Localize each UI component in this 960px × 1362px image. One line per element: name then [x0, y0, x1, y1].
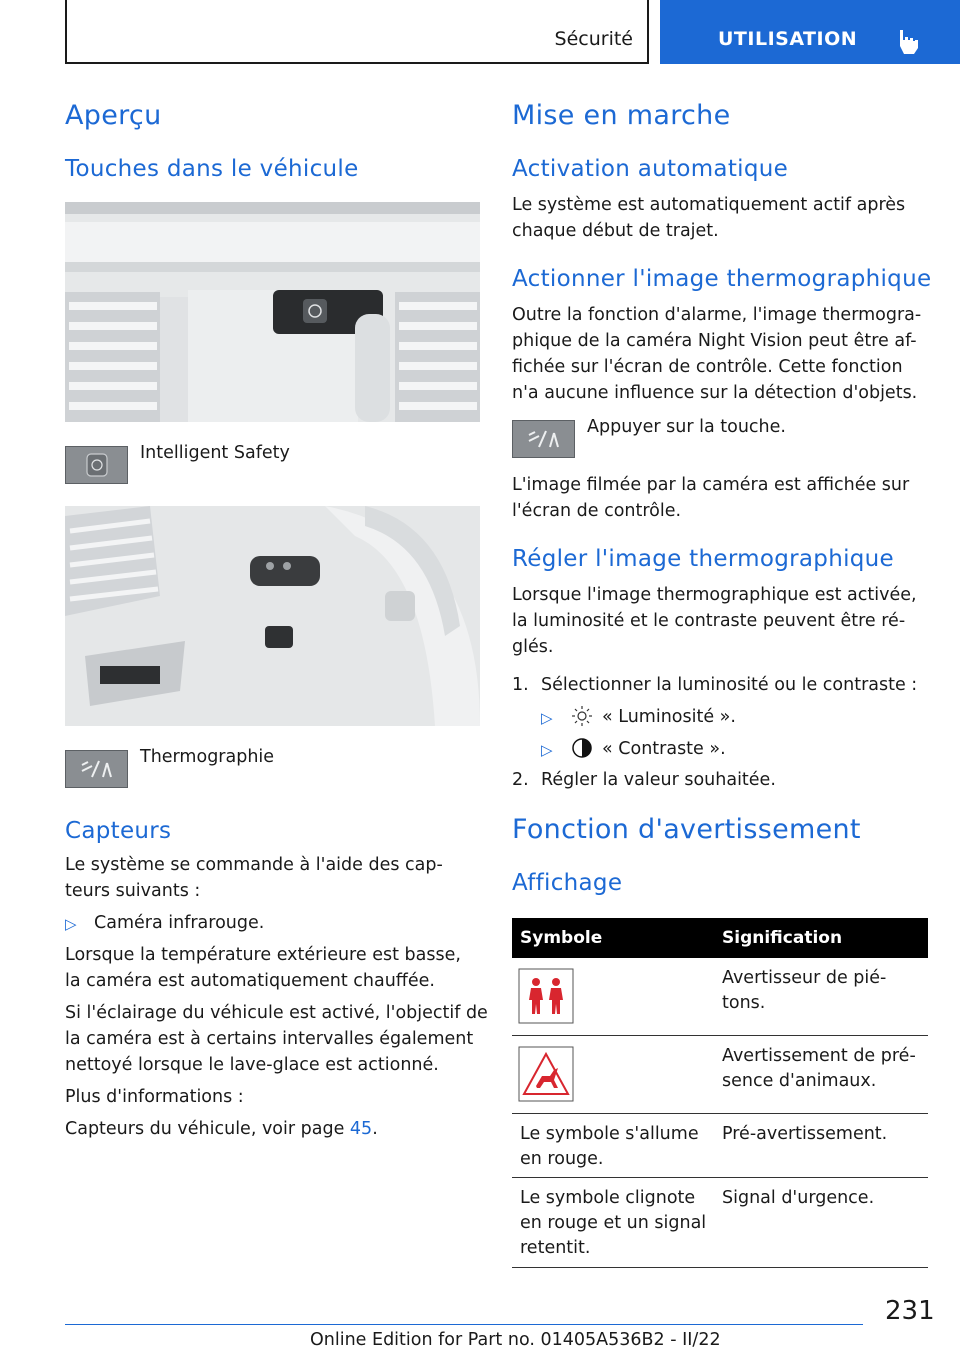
thermal-image-line4: n'a aucune influence sur la détection d'objets.: [512, 383, 918, 403]
column-meaning: Signification: [722, 928, 843, 948]
bullet-triangle-icon: ▷: [541, 709, 553, 727]
adjust-image-line3: glés.: [512, 637, 554, 657]
column-symbol: Symbole: [520, 928, 603, 948]
reference-page-link[interactable]: 45: [349, 1119, 373, 1139]
dashboard-photo: [65, 202, 480, 422]
page-number: 231: [885, 1296, 935, 1326]
adjust-image-line2: la luminosité et le contraste peuvent être ré-: [512, 611, 906, 631]
emergency-signal-text: Signal d'urgence.: [722, 1188, 875, 1208]
red-symbol-line2: en rouge.: [520, 1149, 604, 1169]
overview-heading: Aperçu: [65, 100, 162, 131]
auto-activation-heading: Activation automatique: [512, 156, 789, 182]
auto-activation-line2: chaque début de trajet.: [512, 221, 719, 241]
step-2-number: 2.: [512, 770, 529, 790]
auto-activation-line1: Le système est automatiquement actif après: [512, 195, 906, 215]
lens-cleaning-line3: nettoyé lorsque le lave-glace est actionné.: [65, 1055, 439, 1075]
contrast-icon: [570, 736, 594, 760]
adjust-image-line1: Lorsque l'image thermographique est activée,: [512, 585, 917, 605]
header-chapter-title: UTILISATION: [718, 28, 858, 50]
thermal-image-line2: phique de la caméra Night Vision peut être af-: [512, 331, 917, 351]
low-temp-line2: la caméra est automatiquement chauffée.: [65, 971, 435, 991]
edition-note: Online Edition for Part no. 01405A536B2 - II/22: [310, 1330, 721, 1350]
sensors-heading: Capteurs: [65, 818, 172, 844]
warning-function-heading: Fonction d'avertissement: [512, 814, 861, 845]
thermography-key-image-2: [512, 420, 575, 458]
header-section-title: Sécurité: [554, 28, 633, 50]
step-2-text: Régler la valeur souhaitée.: [541, 770, 776, 790]
table-header: [512, 918, 928, 958]
table-row: [512, 1178, 928, 1268]
thermal-image-heading: Actionner l'image thermographique: [512, 266, 932, 292]
reference-text: Capteurs du véhicule, voir page: [65, 1119, 350, 1139]
flashing-symbol-line3: retentit.: [520, 1238, 591, 1258]
startup-heading: Mise en marche: [512, 100, 731, 131]
night-vision-icon: [66, 751, 127, 787]
table-row: [512, 1036, 928, 1114]
thermal-image-line1: Outre la fonction d'alarme, l'image thermogra-: [512, 305, 922, 325]
footer-divider: [65, 1324, 863, 1325]
thermography-key-image: [65, 750, 128, 788]
pedestrian-warning-line2: tons.: [722, 993, 766, 1013]
reference-end: .: [372, 1119, 378, 1139]
animal-warning-icon: [518, 1046, 574, 1102]
header-chapter-tab: [660, 0, 960, 64]
low-temp-line1: Lorsque la température extérieure est basse,: [65, 945, 461, 965]
table-row: [512, 1114, 928, 1178]
bullet-infrared-camera: Caméra infrarouge.: [94, 913, 265, 933]
filmed-image-line2: l'écran de contrôle.: [512, 501, 682, 521]
press-key-text: Appuyer sur la touche.: [587, 417, 786, 437]
intelligent-safety-label: Intelligent Safety: [140, 443, 290, 463]
contrast-option: « Contraste ».: [602, 739, 726, 759]
intelligent-safety-key-image: [65, 446, 128, 484]
pedestrian-warning-icon: [518, 968, 574, 1024]
steering-area-photo: [65, 506, 480, 726]
brightness-sun-icon: [570, 704, 594, 728]
header-section-box: [65, 0, 649, 64]
display-heading: Affichage: [512, 870, 623, 896]
sensors-paragraph-line1: Le système se commande à l'aide des cap-: [65, 855, 443, 875]
bullet-triangle-icon: ▷: [541, 741, 553, 759]
bullet-triangle-icon: ▷: [65, 915, 77, 933]
buttons-heading: Touches dans le véhicule: [65, 156, 359, 182]
animal-warning-line1: Avertissement de pré-: [722, 1046, 916, 1066]
step-1-number: 1.: [512, 675, 529, 695]
step-1-text: Sélectionner la luminosité ou le contraste :: [541, 675, 918, 695]
more-info-label: Plus d'informations :: [65, 1087, 244, 1107]
pedestrian-warning-line1: Avertisseur de pié-: [722, 968, 887, 988]
red-symbol-line1: Le symbole s'allume: [520, 1124, 699, 1144]
lens-cleaning-line2: la caméra est à certains intervalles également: [65, 1029, 474, 1049]
night-vision-icon: [513, 421, 574, 457]
lens-cleaning-line1: Si l'éclairage du véhicule est activé, l'objectif de: [65, 1003, 488, 1023]
table-row: [512, 958, 928, 1036]
flashing-symbol-line2: en rouge et un signal: [520, 1213, 707, 1233]
filmed-image-line1: L'image filmée par la caméra est affichée sur: [512, 475, 910, 495]
thermal-image-line3: fichée sur l'écran de contrôle. Cette fonction: [512, 357, 903, 377]
adjust-image-heading: Régler l'image thermographique: [512, 546, 894, 572]
warning-symbols-table: [512, 918, 928, 1268]
pointing-hand-icon: [894, 26, 924, 56]
car-shield-icon: [66, 447, 127, 483]
animal-warning-line2: sence d'animaux.: [722, 1071, 877, 1091]
pre-warning-text: Pré-avertissement.: [722, 1124, 888, 1144]
flashing-symbol-line1: Le symbole clignote: [520, 1188, 696, 1208]
sensors-reference: [65, 1116, 378, 1142]
sensors-paragraph-line2: teurs suivants :: [65, 881, 201, 901]
thermography-label: Thermographie: [140, 747, 275, 767]
brightness-option: « Luminosité ».: [602, 707, 736, 727]
